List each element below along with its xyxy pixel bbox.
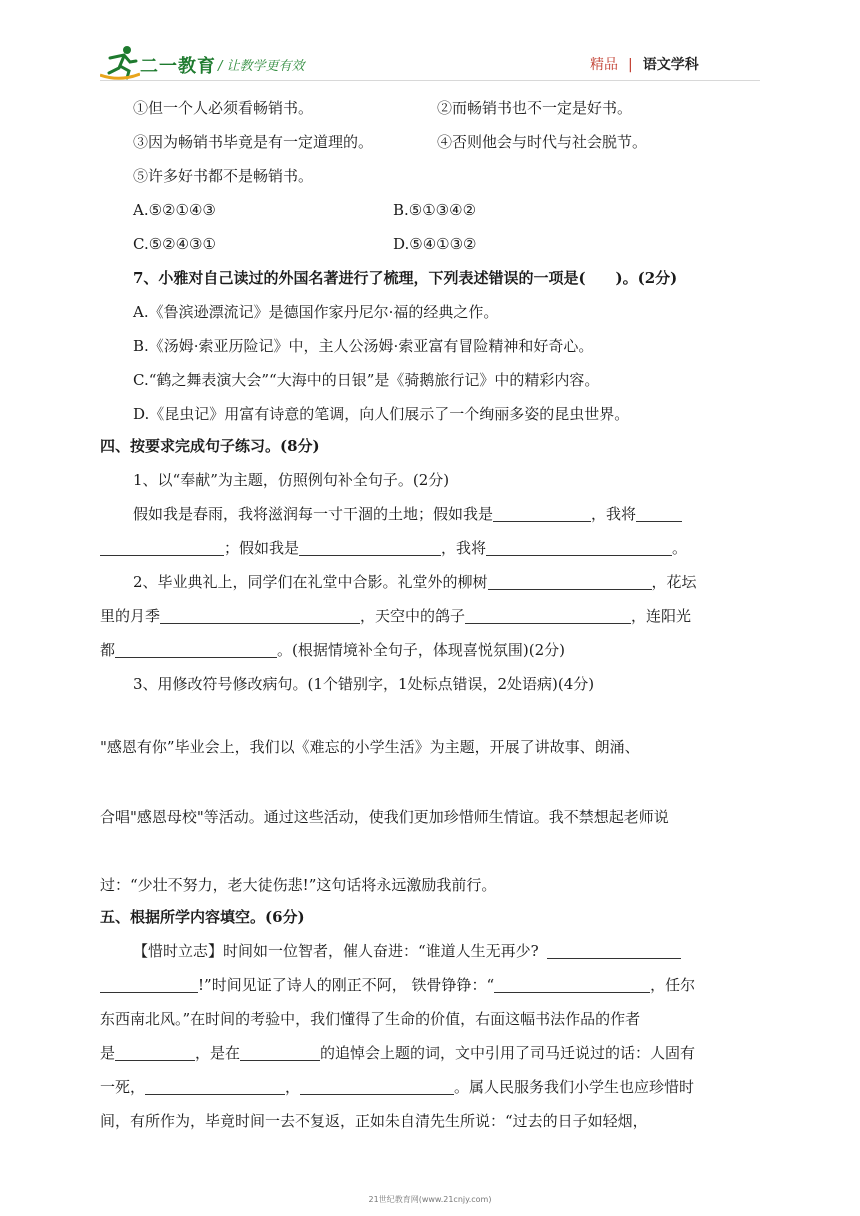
running-man-logo-icon <box>100 44 140 80</box>
fill-blank[interactable] <box>240 1042 320 1061</box>
fill-blank[interactable] <box>488 571 652 590</box>
s4-q1-line2 <box>100 537 687 559</box>
q7-option-b: B.《汤姆·索亚历险记》中，主人公汤姆·索亚富有冒险精神和好奇心。 <box>133 337 594 355</box>
text: ， <box>285 1078 301 1096</box>
q7-option-d: D.《昆虫记》用富有诗意的笔调，向人们展示了一个绚丽多姿的昆虫世界。 <box>133 405 630 423</box>
s4-q1-line1 <box>133 503 682 525</box>
fill-blank[interactable] <box>486 537 672 556</box>
fill-blank[interactable] <box>547 940 681 959</box>
s5-line2 <box>100 974 695 996</box>
text: ，连阳光 <box>631 607 692 625</box>
fill-blank[interactable] <box>115 639 277 658</box>
fill-blank[interactable] <box>145 1076 285 1095</box>
logo-slogan: / 让教学更有效 <box>218 59 305 74</box>
fill-blank[interactable] <box>100 974 198 993</box>
s4-q2-line3 <box>100 639 565 661</box>
q6-sentence-1: ①但一个人必须看畅销书。 <box>133 99 314 117</box>
q6-sentence-4: ④否则他会与时代与社会脱节。 <box>437 133 648 151</box>
q6-option-a: A.⑤②①④③ <box>133 201 216 219</box>
s5-line3: 东西南北风。”在时间的考验中，我们懂得了生命的价值，右面这幅书法作品的作者 <box>100 1010 641 1028</box>
text: ，是在 <box>195 1044 241 1062</box>
logo-text: 二一教育 <box>140 56 216 77</box>
header-tags <box>590 54 699 74</box>
header-separator: | <box>628 57 633 73</box>
fill-blank[interactable] <box>494 974 650 993</box>
page-header <box>0 0 860 88</box>
q7-title: 7、小雅对自己读过的外国名著进行了梳理，下列表述错误的一项是( )。(2分) <box>133 269 678 287</box>
q6-sentence-2: ②而畅销书也不一定是好书。 <box>437 99 633 117</box>
fill-blank[interactable] <box>299 537 441 556</box>
s4-q2-line1 <box>133 571 697 593</box>
quality-tag: 精品 <box>590 57 618 73</box>
text: 都 <box>100 641 116 659</box>
s4-q3-paragraph-3: 过：“少壮不努力，老大徒伤悲!”这句话将永远激励我前行。 <box>100 876 497 894</box>
section-4-title: 四、按要求完成句子练习。(8分) <box>100 437 320 455</box>
text: ，天空中的鸽子 <box>360 607 466 625</box>
text: 假如我是春雨，我将滋润每一寸干涸的土地；假如我是 <box>133 505 494 523</box>
fill-blank[interactable] <box>160 605 360 624</box>
text: 是 <box>100 1044 116 1062</box>
text: ，花坛 <box>651 573 697 591</box>
s4-q3-title: 3、用修改符号修改病句。(1个错别字，1处标点错误，2处语病)(4分) <box>133 675 595 693</box>
text: 一死， <box>100 1078 146 1096</box>
q6-option-b: B.⑤①③④② <box>393 201 477 219</box>
q6-sentence-5: ⑤许多好书都不是畅销书。 <box>133 167 314 185</box>
text: 。属人民服务我们小学生也应珍惜时 <box>454 1078 695 1096</box>
q7-option-c: C.“鹤之舞表演大会”“大海中的日银”是《骑鹅旅行记》中的精彩内容。 <box>133 371 600 389</box>
fill-blank[interactable] <box>100 537 224 556</box>
s4-q3-paragraph-1: "感恩有你”毕业会上，我们以《难忘的小学生活》为主题，开展了讲故事、朗涌、 <box>100 738 640 756</box>
fill-blank[interactable] <box>493 503 591 522</box>
s5-line5 <box>100 1076 694 1098</box>
s4-q2-line2 <box>100 605 691 627</box>
text: 。 <box>672 539 688 557</box>
s5-line4 <box>100 1042 695 1064</box>
s5-line6: 间，有所作为，毕竟时间一去不复返，正如朱自清先生所说：“过去的日子如轻烟， <box>100 1112 648 1130</box>
text: ，我将 <box>591 505 637 523</box>
text: 。(根据情境补全句子，体现喜悦氛围)(2分) <box>277 641 565 659</box>
text: ；假如我是 <box>224 539 300 557</box>
q6-option-d: D.⑤④①③② <box>393 235 477 253</box>
page-footer: 21世纪教育网(www.21cnjy.com) <box>368 1195 492 1204</box>
text: 【惜时立志】时间如一位智者，催人奋进：“谁道人生无再少? <box>133 942 539 960</box>
s4-q1-title: 1、以“奉献”为主题，仿照例句补全句子。(2分) <box>133 471 450 489</box>
s4-q3-paragraph-2: 合唱"感恩母校"等活动。通过这些活动，使我们更加珍惜师生情谊。我不禁想起老师说 <box>100 808 669 826</box>
fill-blank[interactable] <box>300 1076 454 1095</box>
text: ，我将 <box>441 539 487 557</box>
text: !”时间见证了诗人的刚正不阿， 铁骨铮铮：“ <box>198 976 495 994</box>
fill-blank[interactable] <box>636 503 682 522</box>
header-divider <box>100 80 760 81</box>
q6-sentence-3: ③因为畅销书毕竟是有一定道理的。 <box>133 133 374 151</box>
text: 2、毕业典礼上，同学们在礼堂中合影。礼堂外的柳树 <box>133 573 488 591</box>
text: 的追悼会上题的词，文中引用了司马迁说过的话：人固有 <box>320 1044 696 1062</box>
section-5-title: 五、根据所学内容填空。(6分) <box>100 908 305 926</box>
fill-blank[interactable] <box>115 1042 195 1061</box>
text: 里的月季 <box>100 607 161 625</box>
q7-option-a: A.《鲁滨逊漂流记》是德国作家丹尼尔·福的经典之作。 <box>133 303 499 321</box>
q6-option-c: C.⑤②④③① <box>133 235 216 253</box>
s5-line1 <box>133 940 681 962</box>
subject-tag: 语文学科 <box>642 57 699 73</box>
text: ，任尔 <box>650 976 696 994</box>
fill-blank[interactable] <box>465 605 631 624</box>
